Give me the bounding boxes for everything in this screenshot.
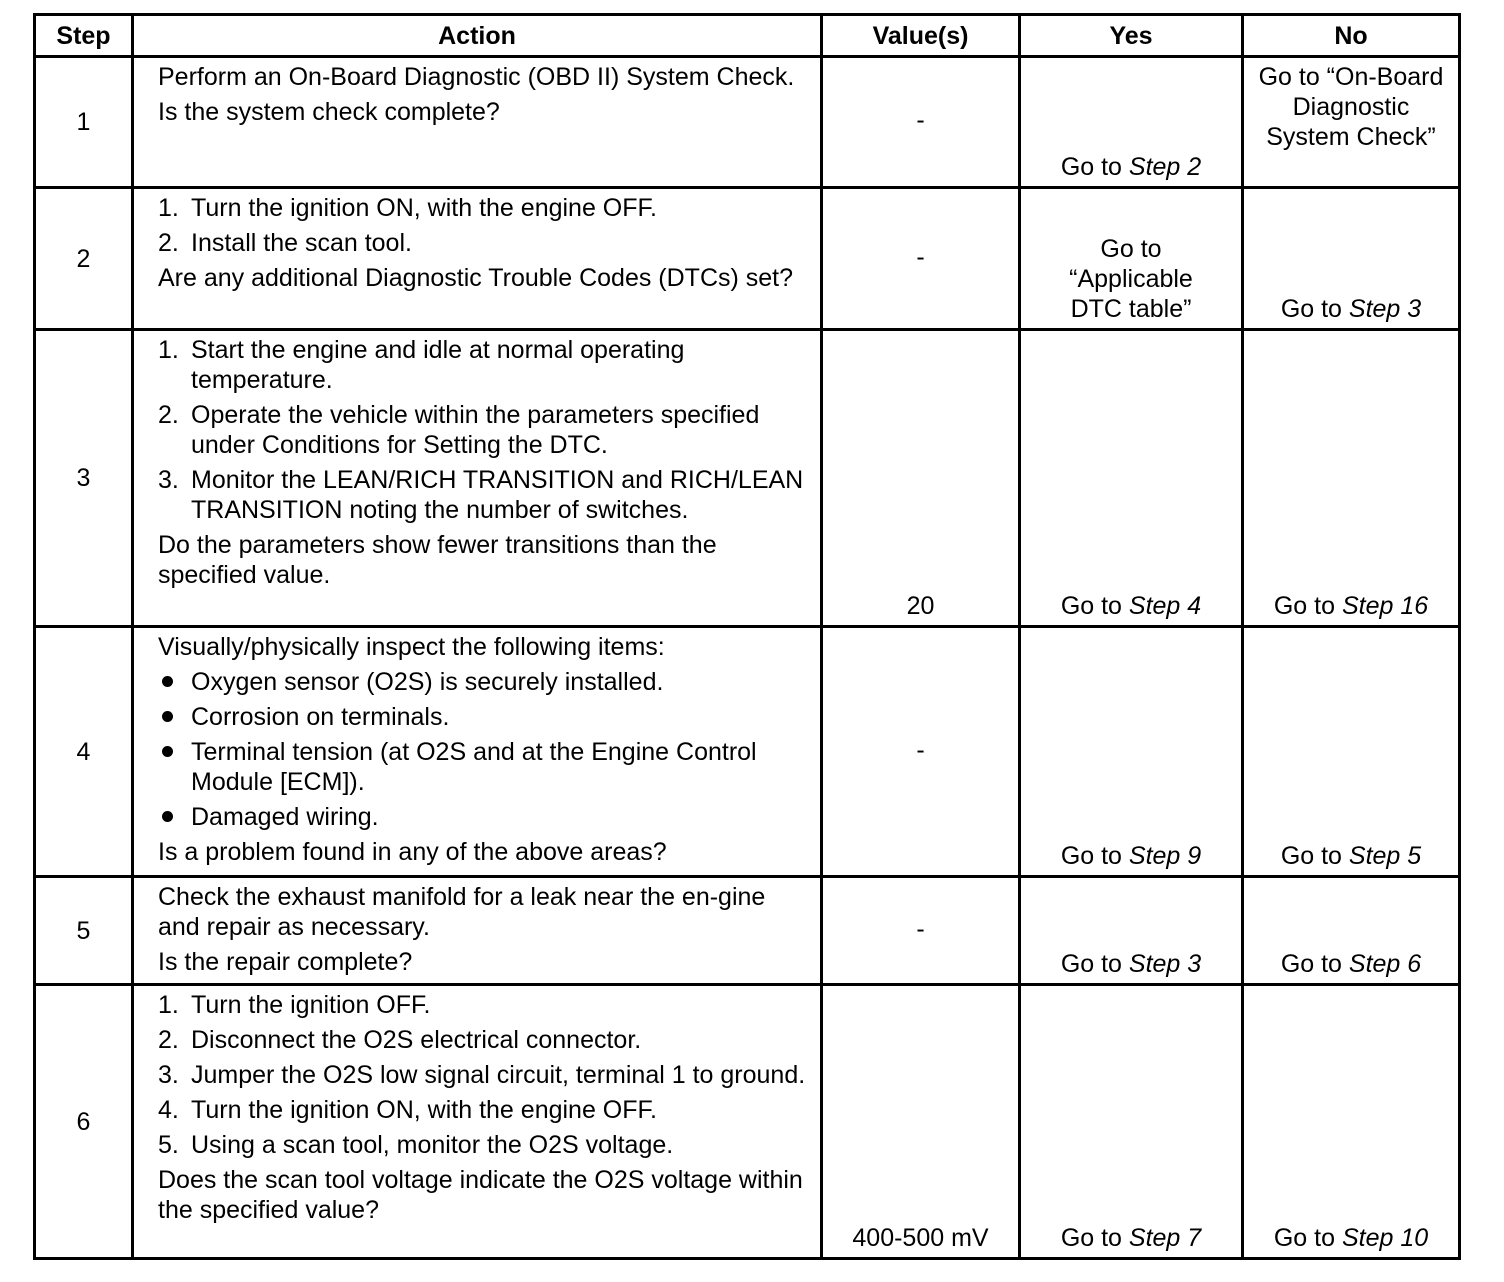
action-text: Perform an On-Board Diagnostic (OBD II) System Check. bbox=[158, 63, 795, 91]
yes-step-link: Step 9 bbox=[1128, 842, 1202, 870]
bullet-icon bbox=[162, 746, 173, 757]
value-cell: - bbox=[822, 877, 1020, 985]
step-number: 4 bbox=[35, 627, 133, 877]
action-steps-list bbox=[158, 193, 810, 258]
action-cell bbox=[133, 330, 822, 627]
no-cell bbox=[1243, 330, 1460, 627]
action-cell bbox=[133, 57, 822, 188]
no-cell bbox=[1243, 188, 1460, 330]
table-row bbox=[35, 627, 1460, 877]
no-prefix: Go to bbox=[1280, 950, 1349, 978]
yes-prefix: Go to bbox=[1060, 1224, 1129, 1252]
list-item: 5. Using a scan tool, monitor the O2S voltage. bbox=[158, 1131, 674, 1159]
step-number: 6 bbox=[35, 985, 133, 1259]
action-intro: Visually/physically inspect the following items: bbox=[158, 633, 665, 661]
yes-cell bbox=[1020, 877, 1243, 985]
action-question: Do the parameters show fewer transitions than the specified value. bbox=[158, 531, 717, 589]
list-item: 1. Start the engine and idle at normal operating temperature. bbox=[158, 336, 685, 394]
value-cell: - bbox=[822, 188, 1020, 330]
table-row bbox=[35, 877, 1460, 985]
action-cell bbox=[133, 985, 822, 1259]
bullet-list bbox=[158, 667, 810, 832]
list-item: Corrosion on terminals. bbox=[158, 702, 810, 732]
no-prefix: Go to bbox=[1273, 592, 1342, 620]
no-step-link: Step 16 bbox=[1341, 592, 1429, 620]
yes-prefix: Go to bbox=[1060, 950, 1129, 978]
value-cell: 400-500 mV bbox=[822, 985, 1020, 1259]
header-no: No bbox=[1243, 15, 1460, 57]
list-item: 2. Install the scan tool. bbox=[158, 229, 412, 257]
yes-cell bbox=[1020, 57, 1243, 188]
bullet-icon bbox=[162, 711, 173, 722]
table-row bbox=[35, 57, 1460, 188]
table-row bbox=[35, 188, 1460, 330]
list-item: Oxygen sensor (O2S) is securely installed. bbox=[158, 667, 810, 697]
list-item: 4. Turn the ignition ON, with the engine OFF. bbox=[158, 1096, 657, 1124]
list-item: Terminal tension (at O2S and at the Engine Control Module [ECM]). bbox=[158, 737, 810, 797]
action-question: Is the system check complete? bbox=[158, 98, 500, 126]
list-item: 1. Turn the ignition OFF. bbox=[158, 991, 431, 1019]
yes-prefix: Go to bbox=[1060, 153, 1129, 181]
header-step: Step bbox=[35, 15, 133, 57]
action-question: Does the scan tool voltage indicate the O2S voltage within the specified value? bbox=[158, 1166, 803, 1224]
no-prefix: Go to bbox=[1280, 842, 1349, 870]
action-question: Is the repair complete? bbox=[158, 948, 413, 976]
yes-cell bbox=[1020, 330, 1243, 627]
yes-step-link: Step 2 bbox=[1128, 153, 1202, 181]
list-item: Damaged wiring. bbox=[158, 802, 810, 832]
step-number: 5 bbox=[35, 877, 133, 985]
no-cell: Go to “On-Board Diagnostic System Check” bbox=[1243, 57, 1460, 188]
no-prefix: Go to bbox=[1273, 1224, 1342, 1252]
no-step-link: Step 6 bbox=[1348, 950, 1422, 978]
table-row bbox=[35, 985, 1460, 1259]
header-values: Value(s) bbox=[822, 15, 1020, 57]
bullet-icon bbox=[162, 811, 173, 822]
no-step-link: Step 5 bbox=[1348, 842, 1422, 870]
step-number: 1 bbox=[35, 57, 133, 188]
yes-prefix: Go to bbox=[1060, 842, 1129, 870]
action-question: Is a problem found in any of the above areas? bbox=[158, 838, 667, 866]
action-steps-list bbox=[158, 990, 810, 1160]
yes-step-link: Step 3 bbox=[1128, 950, 1202, 978]
action-cell bbox=[133, 877, 822, 985]
no-step-link: Step 10 bbox=[1341, 1224, 1429, 1252]
no-cell bbox=[1243, 877, 1460, 985]
yes-cell: Go to “Applicable DTC table” bbox=[1020, 188, 1243, 330]
value-cell: - bbox=[822, 627, 1020, 877]
action-text: Check the exhaust manifold for a leak near the en-gine and repair as necessary. bbox=[158, 883, 766, 941]
list-item: 3. Monitor the LEAN/RICH TRANSITION and RICH/LEAN TRANSITION noting the number of switches. bbox=[158, 466, 804, 524]
no-step-link: Step 3 bbox=[1348, 295, 1422, 323]
list-item: 2. Disconnect the O2S electrical connector. bbox=[158, 1026, 642, 1054]
no-prefix: Go to bbox=[1280, 295, 1349, 323]
yes-step-link: Step 4 bbox=[1128, 592, 1202, 620]
yes-prefix: Go to bbox=[1060, 592, 1129, 620]
diagnostic-table bbox=[33, 13, 1461, 1260]
action-question: Are any additional Diagnostic Trouble Codes (DTCs) set? bbox=[158, 264, 794, 292]
table-row bbox=[35, 330, 1460, 627]
list-item: 2. Operate the vehicle within the parameters specified under Conditions for Setting the DTC. bbox=[158, 401, 760, 459]
action-cell bbox=[133, 188, 822, 330]
header-row bbox=[35, 15, 1460, 57]
bullet-icon bbox=[162, 676, 173, 687]
no-cell bbox=[1243, 627, 1460, 877]
step-number: 3 bbox=[35, 330, 133, 627]
header-yes: Yes bbox=[1020, 15, 1243, 57]
yes-cell bbox=[1020, 627, 1243, 877]
action-cell bbox=[133, 627, 822, 877]
value-cell: 20 bbox=[822, 330, 1020, 627]
yes-step-link: Step 7 bbox=[1128, 1224, 1202, 1252]
list-item: 1. Turn the ignition ON, with the engine OFF. bbox=[158, 194, 657, 222]
action-steps-list bbox=[158, 335, 810, 525]
step-number: 2 bbox=[35, 188, 133, 330]
header-action: Action bbox=[133, 15, 822, 57]
list-item: 3. Jumper the O2S low signal circuit, terminal 1 to ground. bbox=[158, 1061, 806, 1089]
value-cell: - bbox=[822, 57, 1020, 188]
no-cell bbox=[1243, 985, 1460, 1259]
yes-cell bbox=[1020, 985, 1243, 1259]
